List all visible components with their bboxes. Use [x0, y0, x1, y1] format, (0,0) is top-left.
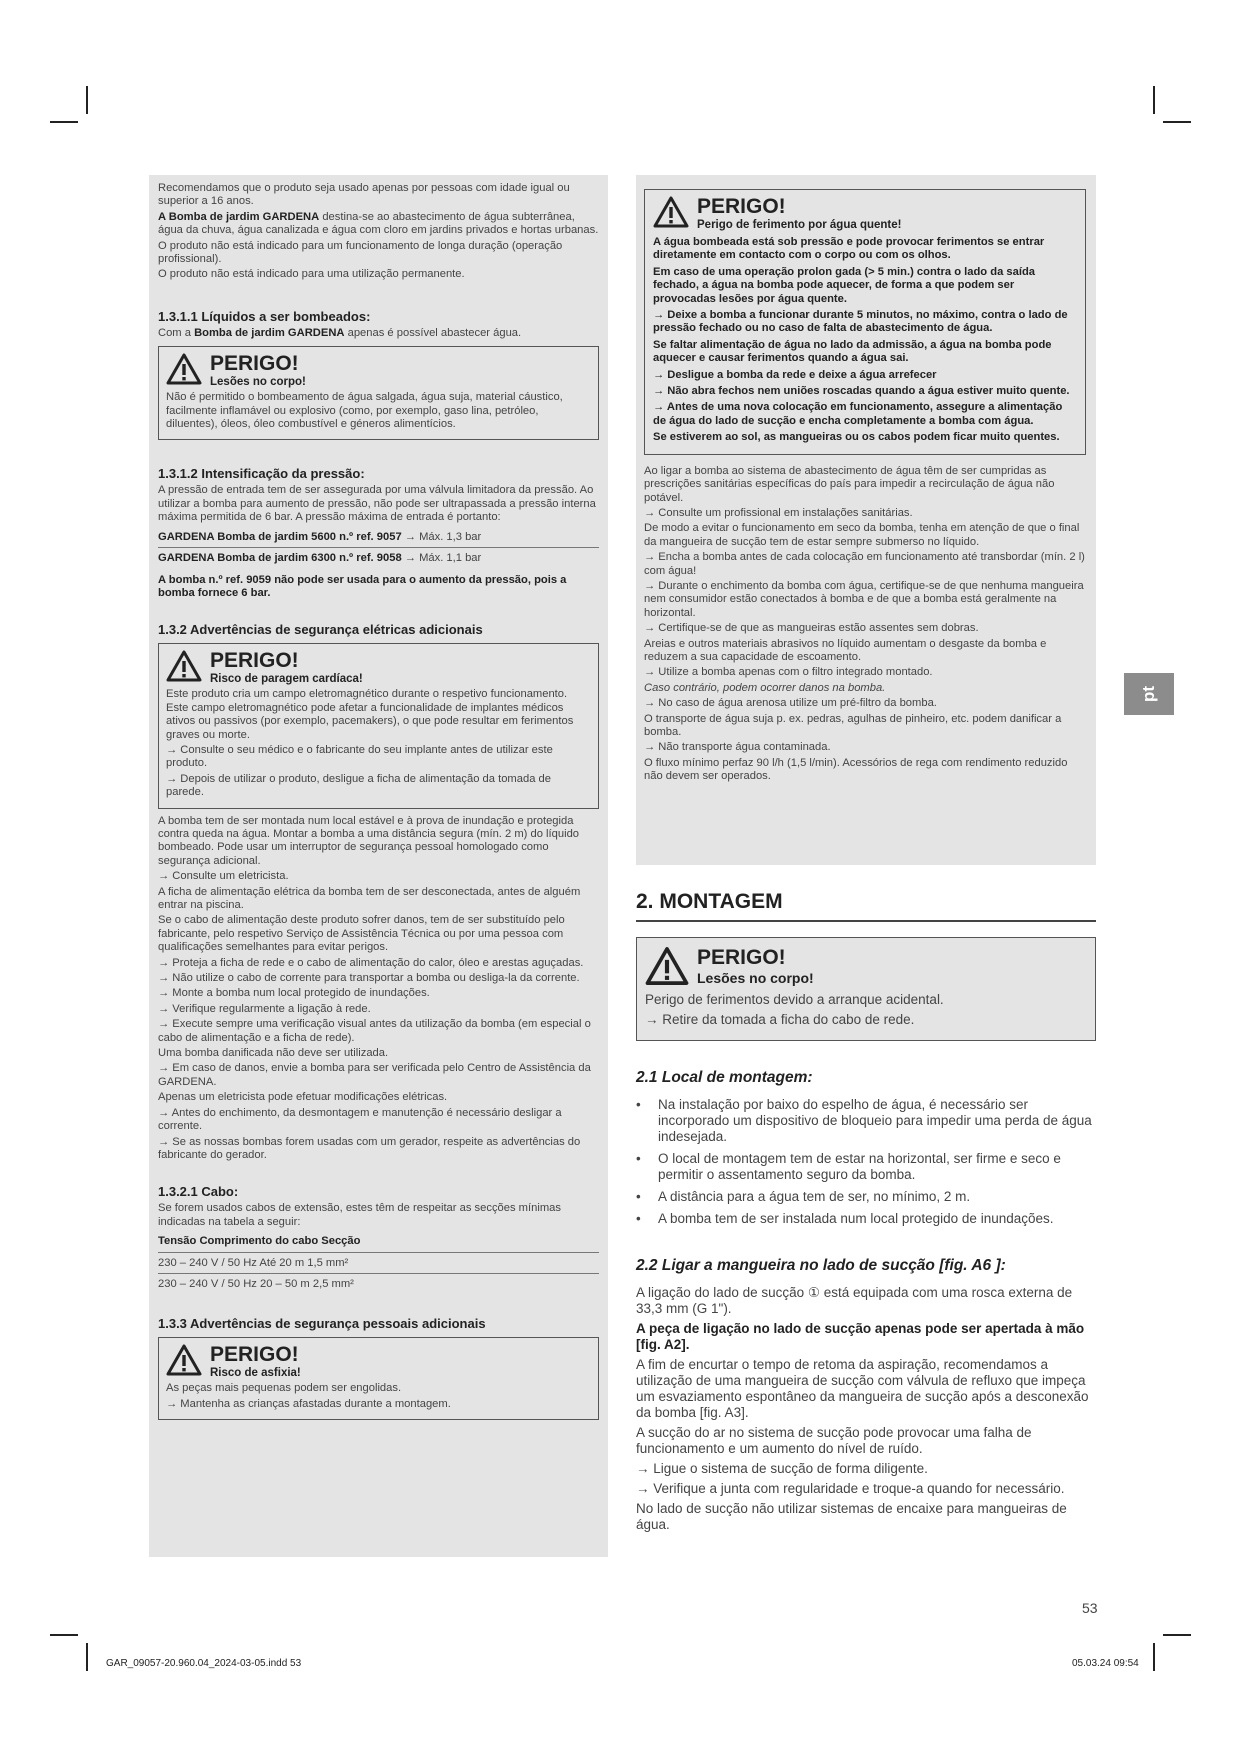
- danger-header: [645, 946, 1085, 986]
- intro-text: [158, 211, 599, 238]
- danger-text: Perigo de ferimentos devido a arranque acidental.: [645, 992, 944, 1007]
- danger-header: [166, 650, 591, 686]
- instruction-item: → Verifique a junta com regularidade e troque-a quando for necessário.: [636, 1481, 1065, 1496]
- danger-titles: [697, 196, 901, 232]
- section-text: Se forem usados cabos de extensão, estes têm de respeitar as secções mínimas indicadas na tabela a seguir:: [158, 1202, 561, 1228]
- danger-titles: [697, 946, 814, 986]
- text-item: A ligação do lado de sucção ① está equipada com uma rosca externa de 33,3 mm (G 1").: [636, 1285, 1073, 1316]
- section-title: 1.3.1.2 Intensificação da pressão:: [158, 466, 365, 482]
- bullet-item: • Na instalação por baixo do espelho de água, é necessário ser incorporado um dispositivo de bloqueio para impedir uma perda de água indesejada.: [636, 1097, 1096, 1145]
- danger-subtitle: Perigo de ferimento por água quente!: [697, 219, 902, 231]
- danger-subtitle: Lesões no corpo!: [697, 970, 814, 986]
- water-supply-notes: [644, 465, 1086, 784]
- pressure-model: GARDENA Bomba de jardim 5600 n.º ref. 9057: [158, 530, 402, 543]
- cable-table-row: 230 – 240 V / 50 Hz Até 20 m 1,5 mm²: [158, 1253, 599, 1274]
- text-bold: Bomba de jardim GARDENA: [194, 326, 345, 339]
- danger-line: A água bombeada está sob pressão e pode provocar ferimentos se entrar diretamente em contacto com o corpo ou com os olhos.: [653, 236, 1045, 262]
- suction-hose-instructions: [636, 1285, 1096, 1533]
- text-item: Ao ligar a bomba ao sistema de abastecimento de água têm de ser cumpridas as prescrições sanitárias específicas do país para impedir a recirculação de água não potável.: [644, 464, 1055, 504]
- warning-triangle-icon: [166, 1344, 202, 1376]
- instruction-item: → Certifique-se de que as mangueiras estão assentes sem dobras.: [644, 622, 979, 635]
- danger-title: PERIGO!: [697, 195, 786, 218]
- instruction-item: → Ligue o sistema de sucção de forma diligente.: [636, 1461, 928, 1476]
- warning-triangle-icon: [166, 353, 202, 385]
- danger-instruction: → Consulte o seu médico e o fabricante do seu implante antes de utilizar este produto.: [166, 743, 553, 770]
- instruction-item: → Encha a bomba antes de cada colocação em funcionamento até transbordar (mín. 2 l) com água!: [644, 551, 1085, 577]
- language-tab-label: pt: [1138, 685, 1158, 703]
- file-footer: GAR_09057-20.960.04_2024-03-05.indd 53: [106, 1658, 302, 1669]
- right-main-column: [636, 890, 1096, 1537]
- danger-header: [653, 196, 1077, 232]
- intro-text: Recomendamos que o produto seja usado apenas por pessoas com idade igual ou superior a 16 anos.: [158, 182, 570, 208]
- instruction-item: → Em caso de danos, envie a bomba para ser verificada pelo Centro de Assistência da GARDENA.: [158, 1062, 591, 1088]
- left-column: [149, 175, 608, 1557]
- danger-title: PERIGO!: [210, 1343, 299, 1367]
- cable-header: Tensão Comprimento do cabo Secção: [158, 1235, 361, 1248]
- danger-titles: [210, 650, 363, 686]
- text-item: A sucção do ar no sistema de sucção pode provocar uma falha de funcionamento e um aumento do nível de ruído.: [636, 1425, 1032, 1456]
- instruction-item: → Se as nossas bombas forem usadas com um gerador, respeite as advertências do fabricante do gerador.: [158, 1135, 581, 1161]
- instruction-item: → Antes do enchimento, da desmontagem e manutenção é necessário desligar a corrente.: [158, 1106, 562, 1133]
- instruction-item: → Durante o enchimento da bomba com água, certifique-se de que nenhuma mangueira nem consumidor estão conectados à bomba e de que a bomba está geralmente na horizontal.: [644, 579, 1084, 619]
- bullet-item: • A bomba tem de ser instalada num local protegido de inundações.: [636, 1211, 1096, 1227]
- section-text: A pressão de entrada tem de ser assegurada por uma válvula limitadora da pressão. Ao utilizar a bomba para aumento de pressão, não pode ser ultrapassada a pressão interna máxima permitida de 6 bar. A pressão máxima de entrada é portanto:: [158, 484, 596, 524]
- danger-line: Se estiverem ao sol, as mangueiras ou os cabos podem ficar muito quentes.: [653, 431, 1060, 444]
- text-item: No lado de sucção não utilizar sistemas de encaixe para mangueiras de água.: [636, 1501, 1067, 1532]
- instruction-item: → Utilize a bomba apenas com o filtro integrado montado.: [644, 666, 933, 679]
- danger-lines: [653, 236, 1077, 445]
- danger-box: [636, 937, 1096, 1041]
- instruction-item: → Proteja a ficha de rede e o cabo de alimentação do calor, óleo e arestas aguçadas.: [158, 956, 584, 969]
- right-top-column: [636, 175, 1096, 865]
- danger-titles: [210, 353, 306, 389]
- electrical-warnings-list: [158, 815, 599, 1163]
- instruction-item: → Monte a bomba num local protegido de inundações.: [158, 987, 430, 1000]
- danger-box: [158, 643, 599, 808]
- danger-header: [166, 1344, 591, 1380]
- bullet-item: • A distância para a água tem de ser, no mínimo, 2 m.: [636, 1189, 1096, 1205]
- crop-mark: [1163, 1634, 1191, 1636]
- text-item: A ficha de alimentação elétrica da bomba tem de ser desconectada, antes de alguém entrar na piscina.: [158, 885, 581, 911]
- mounting-location-list: [636, 1097, 1096, 1227]
- danger-line: → Desligue a bomba da rede e deixe a água arrefecer: [653, 368, 937, 381]
- crop-mark: [1153, 86, 1155, 114]
- pressure-model: GARDENA Bomba de jardim 6300 n.º ref. 9058: [158, 552, 402, 565]
- text-item: Uma bomba danificada não deve ser utilizada.: [158, 1047, 389, 1060]
- danger-subtitle: Risco de paragem cardíaca!: [210, 673, 363, 686]
- intro-text-rest: destina-se ao abastecimento de água subterrânea, água da chuva, água canalizada e água com cloro em jardins privados e hortas urbanas.: [158, 210, 599, 237]
- intro-bold: A Bomba de jardim GARDENA: [158, 210, 320, 223]
- section-title: 1.3.2.1 Cabo:: [158, 1184, 239, 1200]
- text-item: De modo a evitar o funcionamento em seco da bomba, tenha em atenção de que o final da mangueira de sucção tem de estar sempre submerso no líquido.: [644, 522, 1080, 548]
- warning-triangle-icon: [653, 196, 689, 228]
- text-pre: Com a: [158, 326, 191, 339]
- pressure-value: → Máx. 1,1 bar: [404, 552, 482, 565]
- section-text: [158, 327, 599, 340]
- language-tab: [1124, 673, 1174, 715]
- intro-text: O produto não está indicado para uma utilização permanente.: [158, 268, 465, 281]
- cable-table-header: [158, 1231, 599, 1252]
- pressure-note: A bomba n.º ref. 9059 não pode ser usada para o aumento da pressão, pois a bomba fornece 6 bar.: [158, 573, 567, 599]
- danger-box-hot-water: [644, 189, 1086, 455]
- danger-box: [158, 1337, 599, 1420]
- text-item: A peça de ligação no lado de sucção apenas pode ser apertada à mão [fig. A2].: [636, 1321, 1085, 1352]
- crop-mark: [86, 1643, 88, 1671]
- danger-text: As peças mais pequenas podem ser engolidas.: [166, 1382, 402, 1395]
- instruction-item: → Não transporte água contaminada.: [644, 741, 831, 754]
- danger-title: PERIGO!: [697, 946, 786, 969]
- page-number: 53: [1082, 1600, 1098, 1616]
- danger-header: [166, 353, 591, 389]
- danger-line: Se faltar alimentação de água no lado da admissão, a água na bomba pode aquecer e causar ferimentos quando a água sai.: [653, 338, 1052, 365]
- crop-mark: [1163, 121, 1191, 123]
- date-footer: 05.03.24 09:54: [1072, 1658, 1139, 1669]
- pressure-row: [158, 548, 599, 568]
- text-item: A bomba tem de ser montada num local estável e à prova de inundação e protegida contra queda na água. Montar a bomba a uma distância segura (mín. 2 m) do líquido bombeado. Pode usar um interruptor de segurança pessoal homologado como segurança adicional.: [158, 814, 580, 867]
- instruction-item: → Verifique regularmente a ligação à rede.: [158, 1002, 371, 1015]
- text-item: Caso contrário, podem ocorrer danos na bomba.: [644, 681, 886, 694]
- text-item: O fluxo mínimo perfaz 90 l/h (1,5 l/min). Acessórios de rega com rendimento reduzido não devem ser operados.: [644, 756, 1068, 783]
- danger-line: → Deixe a bomba a funcionar durante 5 minutos, no máximo, contra o lado de pressão fechado ou no caso de falta de abastecimento de água.: [653, 309, 1068, 335]
- instruction-item: → Consulte um profissional em instalações sanitárias.: [644, 506, 913, 519]
- danger-line: Em caso de uma operação prolon gada (> 5 min.) contra o lado da saída fechado, a água na bomba pode aquecer, de forma a que podem ser provocadas lesões por água quente.: [653, 265, 1036, 305]
- danger-subtitle: Lesões no corpo!: [210, 376, 306, 389]
- instruction-item: → Execute sempre uma verificação visual antes da utilização da bomba (em especial o cabo de alimentação e a ficha de rede).: [158, 1018, 591, 1044]
- danger-box: [158, 346, 599, 440]
- text-item: O transporte de água suja p. ex. pedras, agulhas de pinheiro, etc. podem danificar a bomba.: [644, 712, 1062, 738]
- danger-text: Este produto cria um campo eletromagnético durante o respetivo funcionamento. Este campo eletromagnético pode afetar a funcionalidade de implantes médicos ativos ou passivos (por exemplo, pacemakers), o que pode resultar em ferimentos graves ou morte.: [166, 688, 574, 741]
- text-post: apenas é possível abastecer água.: [347, 326, 522, 339]
- danger-instruction: → Mantenha as crianças afastadas durante a montagem.: [166, 1397, 451, 1410]
- danger-text: Não é permitido o bombeamento de água salgada, água suja, material cáustico, facilmente inflamável ou explosivo (como, por exemplo, gaso lina, petróleo, diluentes), óleos, óleo combustível e géneros alimentícios.: [166, 391, 563, 431]
- warning-triangle-icon: [166, 650, 202, 682]
- danger-subtitle: Risco de asfixia!: [210, 1367, 301, 1380]
- crop-mark: [86, 86, 88, 114]
- instruction-item: → No caso de água arenosa utilize um pré-filtro da bomba.: [644, 697, 937, 710]
- danger-title: PERIGO!: [210, 649, 299, 673]
- instruction-item: → Consulte um eletricista.: [158, 870, 289, 883]
- danger-titles: [210, 1344, 301, 1380]
- crop-mark: [50, 1634, 78, 1636]
- section-title: 1.3.2 Advertências de segurança elétricas adicionais: [158, 622, 483, 638]
- warning-triangle-icon: [645, 946, 689, 986]
- section-title: 1.3.3 Advertências de segurança pessoais adicionais: [158, 1316, 486, 1332]
- text-item: Areias e outros materiais abrasivos no líquido aumentam o desgaste da bomba e reduzem a sua capacidade de escoamento.: [644, 637, 1047, 663]
- danger-line: → Antes de uma nova colocação em funcionamento, assegure a alimentação de água do lado de sucção e encha completamente a bomba com água.: [653, 401, 1063, 427]
- text-item: A fim de encurtar o tempo de retoma da aspiração, recomendamos a utilização de uma mangueira de sucção com válvula de refluxo que impeça um esvaziamento espontâneo da mangueira de sucção após a desconexão da bomba [fig. A3].: [636, 1357, 1089, 1420]
- text-item: Apenas um eletricista pode efetuar modificações elétricas.: [158, 1091, 448, 1104]
- danger-line: → Não abra fechos nem uniões roscadas quando a água estiver muito quente.: [653, 385, 1070, 398]
- pressure-row: [158, 527, 599, 548]
- instruction-item: → Não utilize o cabo de corrente para transportar a bomba ou desliga-la da corrente.: [158, 972, 580, 985]
- danger-instruction: → Depois de utilizar o produto, desligue a ficha de alimentação da tomada de parede.: [166, 772, 551, 799]
- crop-mark: [1153, 1643, 1155, 1671]
- section-title: 1.3.1.1 Líquidos a ser bombeados:: [158, 308, 371, 324]
- bullet-item: • O local de montagem tem de estar na horizontal, ser firme e seco e permitir o assentamento seguro da bomba.: [636, 1151, 1096, 1183]
- cable-table-row: 230 – 240 V / 50 Hz 20 – 50 m 2,5 mm²: [158, 1277, 354, 1290]
- danger-instruction: → Retire da tomada a ficha do cabo de rede.: [645, 1012, 915, 1027]
- crop-mark: [50, 121, 78, 123]
- subsection-title: 2.2 Ligar a mangueira no lado de sucção [fig. A6 ]:: [636, 1257, 1006, 1274]
- intro-text: O produto não está indicado para um funcionamento de longa duração (operação profissional).: [158, 239, 563, 266]
- text-item: Se o cabo de alimentação deste produto sofrer danos, tem de ser substituído pelo fabricante, pelo respetivo Serviço de Assistência Técnica ou por uma pessoa com qualificações semelhantes para evitar perigos.: [158, 914, 565, 954]
- subsection-title: 2.1 Local de montagem:: [636, 1069, 813, 1086]
- section-heading-montagem: 2. MONTAGEM: [636, 890, 1096, 922]
- danger-title: PERIGO!: [210, 352, 299, 376]
- pressure-value: → Máx. 1,3 bar: [404, 530, 482, 543]
